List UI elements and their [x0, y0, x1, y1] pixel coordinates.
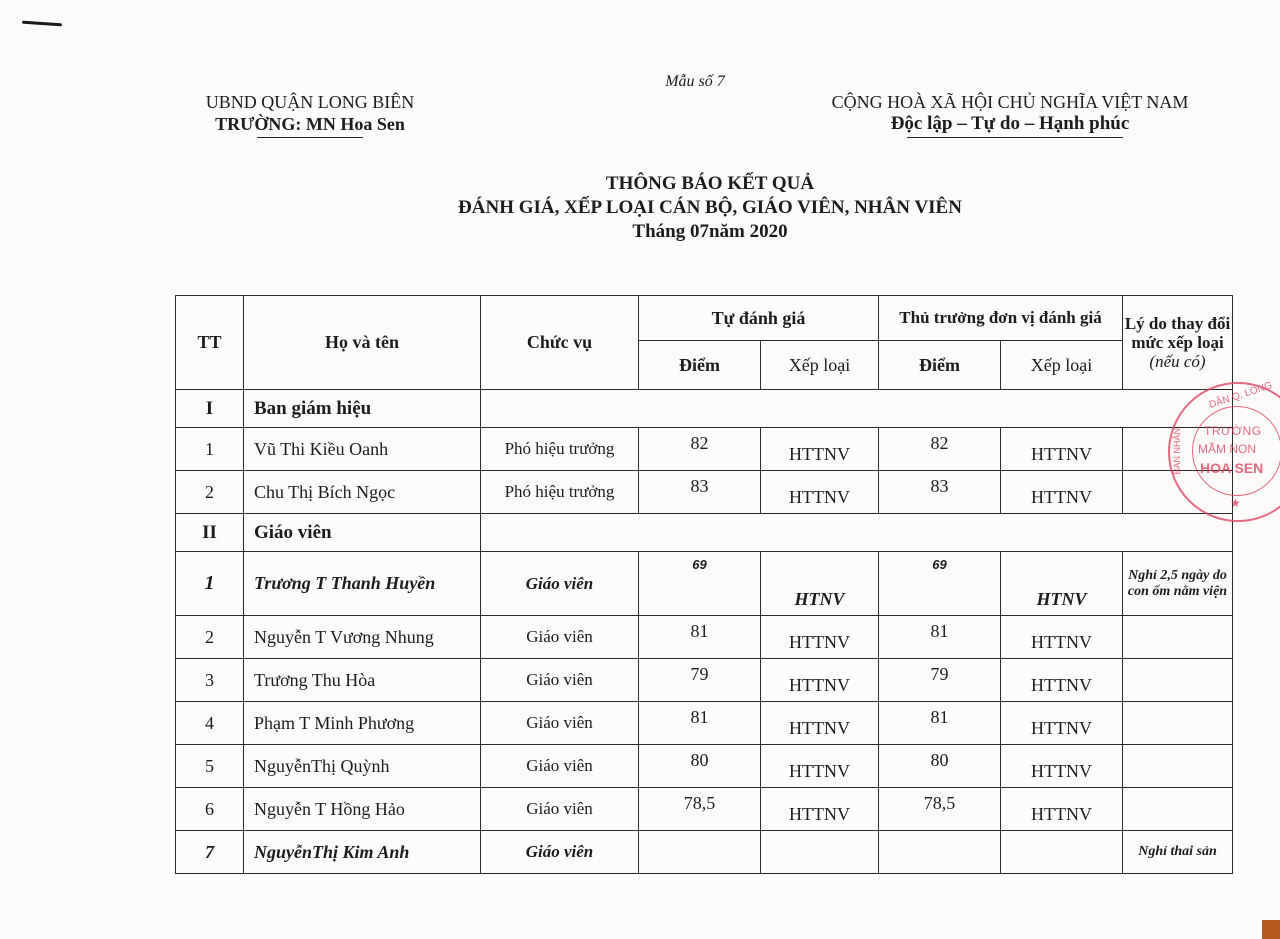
national-motto: Độc lập – Tự do – Hạnh phúc	[890, 113, 1130, 134]
self-score: 69	[639, 552, 761, 616]
section-row	[176, 514, 1233, 552]
head-score: 81	[879, 616, 1001, 659]
title-line-2: ĐÁNH GIÁ, XẾP LOẠI CÁN BỘ, GIÁO VIÊN, NHÂN VIÊN	[458, 197, 962, 218]
row-number: 5	[176, 745, 244, 788]
change-reason: Nghỉ 2,5 ngày do con ốm nằm viện	[1123, 552, 1233, 616]
table-row	[176, 702, 1233, 745]
staff-position: Phó hiệu trưởng	[481, 471, 639, 514]
title-line-1: THÔNG BÁO KẾT QUẢ	[605, 173, 815, 194]
staff-position: Giáo viên	[481, 702, 639, 745]
header-self-eval: Tự đánh giá	[639, 296, 879, 341]
head-score: 83	[879, 471, 1001, 514]
staff-position: Phó hiệu trưởng	[481, 428, 639, 471]
nation-name: CỘNG HOÀ XÃ HỘI CHỦ NGHĨA VIỆT NAM	[831, 92, 1189, 112]
staff-position: Giáo viên	[481, 659, 639, 702]
section-number: II	[176, 514, 244, 552]
header-head-rank: Xếp loại	[1001, 341, 1123, 390]
change-reason	[1123, 616, 1233, 659]
row-number: 2	[176, 616, 244, 659]
head-score: 80	[879, 745, 1001, 788]
header-name: Họ và tên	[244, 296, 481, 390]
staff-name: Nguyễn T Hồng Hảo	[244, 788, 481, 831]
head-rank: HTNV	[1001, 552, 1123, 616]
title-line-3: Tháng 07năm 2020	[632, 221, 788, 242]
staff-position: Giáo viên	[481, 616, 639, 659]
seal-ring-left: BAN NHÂN	[1172, 428, 1182, 475]
self-rank: HTTNV	[761, 788, 879, 831]
staff-position: Giáo viên	[481, 788, 639, 831]
section-empty-cell	[481, 390, 1233, 428]
header-reason-text: Lý do thay đổi mức xếp loại	[1124, 314, 1231, 352]
pen-mark	[22, 21, 62, 27]
table-row	[176, 831, 1233, 874]
row-number: 6	[176, 788, 244, 831]
row-number: 1	[176, 552, 244, 616]
row-number: 7	[176, 831, 244, 874]
section-label: Giáo viên	[244, 514, 481, 552]
staff-name: Trương T Thanh Huyền	[244, 552, 481, 616]
table-row	[176, 659, 1233, 702]
seal-star-icon: ★	[1230, 496, 1241, 510]
row-number: 2	[176, 471, 244, 514]
table-row	[176, 552, 1233, 616]
staff-name: Phạm T Minh Phương	[244, 702, 481, 745]
self-rank	[761, 831, 879, 874]
self-rank: HTTNV	[761, 428, 879, 471]
table-row	[176, 428, 1233, 471]
table-row	[176, 788, 1233, 831]
head-score: 78,5	[879, 788, 1001, 831]
right-header-rule	[907, 137, 1123, 138]
head-rank: HTTNV	[1001, 745, 1123, 788]
head-rank: HTTNV	[1001, 702, 1123, 745]
change-reason	[1123, 745, 1233, 788]
header-reason	[1123, 296, 1233, 390]
self-score: 78,5	[639, 788, 761, 831]
head-score	[879, 831, 1001, 874]
self-score: 79	[639, 659, 761, 702]
header-head-eval-text: Thủ trưởng đơn vị đánh giá	[899, 308, 1102, 327]
head-rank: HTTNV	[1001, 788, 1123, 831]
head-rank: HTTNV	[1001, 428, 1123, 471]
header-reason-sub: (nếu có)	[1149, 352, 1206, 371]
head-rank: HTTNV	[1001, 659, 1123, 702]
staff-name: NguyễnThị Quỳnh	[244, 745, 481, 788]
self-score: 83	[639, 471, 761, 514]
self-rank: HTTNV	[761, 745, 879, 788]
self-score	[639, 831, 761, 874]
head-rank	[1001, 831, 1123, 874]
left-header	[180, 91, 440, 138]
section-row	[176, 390, 1233, 428]
self-score: 82	[639, 428, 761, 471]
header-head-eval	[879, 296, 1123, 341]
self-rank: HTNV	[761, 552, 879, 616]
self-rank: HTTNV	[761, 702, 879, 745]
head-score: 82	[879, 428, 1001, 471]
header-position: Chức vụ	[481, 296, 639, 390]
left-header-rule	[257, 137, 363, 138]
organization-name: UBND QUẬN LONG BIÊN	[205, 92, 415, 112]
header-self-rank: Xếp loại	[761, 341, 879, 390]
staff-position: Giáo viên	[481, 745, 639, 788]
head-score: 79	[879, 659, 1001, 702]
staff-name: Vũ Thi Kiều Oanh	[244, 428, 481, 471]
school-name: TRƯỜNG: MN Hoa Sen	[215, 114, 405, 134]
row-number: 3	[176, 659, 244, 702]
seal-ring-top: DÂN Q. LONG	[1207, 380, 1274, 411]
results-body	[176, 390, 1233, 874]
staff-name: Chu Thị Bích Ngọc	[244, 471, 481, 514]
right-header	[800, 91, 1220, 138]
section-number: I	[176, 390, 244, 428]
row-number: 4	[176, 702, 244, 745]
head-score: 81	[879, 702, 1001, 745]
seal-line-3: HOA SEN	[1200, 460, 1264, 476]
change-reason: Nghỉ thai sản	[1123, 831, 1233, 874]
self-rank: HTTNV	[761, 616, 879, 659]
header-tt: TT	[176, 296, 244, 390]
staff-name: Trương Thu Hòa	[244, 659, 481, 702]
form-number: Mẫu số 7	[665, 73, 725, 90]
change-reason	[1123, 702, 1233, 745]
head-rank: HTTNV	[1001, 616, 1123, 659]
section-empty-cell	[481, 514, 1233, 552]
header-head-score: Điểm	[879, 341, 1001, 390]
change-reason	[1123, 788, 1233, 831]
self-rank: HTTNV	[761, 659, 879, 702]
results-table	[175, 295, 1233, 874]
staff-name: Nguyễn T Vương Nhung	[244, 616, 481, 659]
document-title	[340, 172, 1080, 244]
head-score: 69	[879, 552, 1001, 616]
seal-line-1: TRƯỜNG	[1204, 424, 1262, 438]
self-score: 80	[639, 745, 761, 788]
seal-line-2: MẦM NON	[1198, 442, 1256, 456]
staff-name: NguyễnThị Kim Anh	[244, 831, 481, 874]
table-row	[176, 471, 1233, 514]
self-rank: HTTNV	[761, 471, 879, 514]
change-reason	[1123, 659, 1233, 702]
self-score: 81	[639, 616, 761, 659]
header-self-score: Điểm	[639, 341, 761, 390]
corner-mark	[1262, 920, 1280, 939]
row-number: 1	[176, 428, 244, 471]
section-label: Ban giám hiệu	[244, 390, 481, 428]
staff-position: Giáo viên	[481, 831, 639, 874]
self-score: 81	[639, 702, 761, 745]
staff-position: Giáo viên	[481, 552, 639, 616]
table-row	[176, 745, 1233, 788]
table-row	[176, 616, 1233, 659]
head-rank: HTTNV	[1001, 471, 1123, 514]
